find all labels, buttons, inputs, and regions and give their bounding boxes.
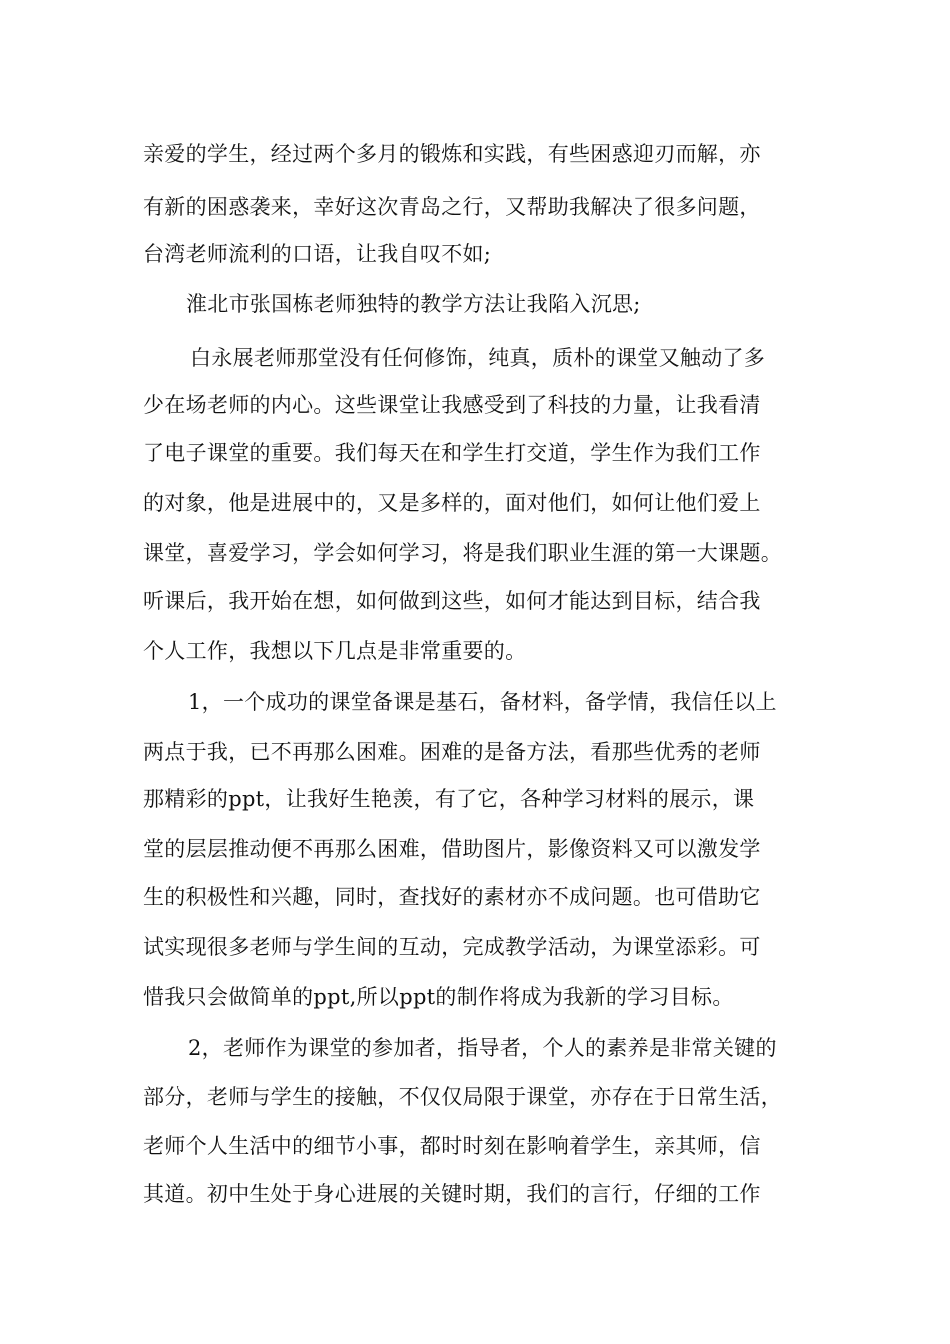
text-line: 听课后，我开始在想，如何做到这些，如何才能达到目标，结合我 (143, 589, 761, 613)
text-line: 那精彩的ppt，让我好生艳羡，有了它，各种学习材料的展示，课 (143, 787, 755, 811)
text-line: 生的积极性和兴趣，同时，查找好的素材亦不成问题。也可借助它 (143, 885, 761, 909)
text-line: 试实现很多老师与学生间的互动，完成教学活动，为课堂添彩。可 (143, 935, 761, 959)
text-line: 部分，老师与学生的接触，不仅仅局限于课堂，亦存在于日常生活， (143, 1085, 782, 1109)
text-line: 台湾老师流利的口语，让我自叹不如; (143, 242, 492, 266)
text-line: 少在场老师的内心。这些课堂让我感受到了科技的力量，让我看清 (143, 393, 761, 417)
text-line: 两点于我，已不再那么困难。困难的是备方法，看那些优秀的老师 (143, 740, 761, 764)
text-line: 堂的层层推动便不再那么困难，借助图片，影像资料又可以激发学 (143, 837, 761, 861)
text-line: 白永展老师那堂没有任何修饰，纯真，质朴的课堂又触动了多 (190, 346, 766, 370)
text-line: 课堂，喜爱学习，学会如何学习，将是我们职业生涯的第一大课题。 (143, 541, 782, 565)
text-line: 有新的困惑袭来，幸好这次青岛之行，又帮助我解决了很多问题， (143, 195, 761, 219)
text-line: 了电子课堂的重要。我们每天在和学生打交道，学生作为我们工作 (143, 441, 761, 465)
text-line: 其道。初中生处于身心进展的关键时期，我们的言行，仔细的工作 (143, 1182, 761, 1206)
text-line: 惜我只会做简单的ppt,所以ppt的制作将成为我新的学习目标。 (143, 985, 734, 1009)
text-line: 老师个人生活中的细节小事，都时时刻在影响着学生，亲其师，信 (143, 1134, 761, 1158)
text-line: 的对象，他是进展中的，又是多样的，面对他们，如何让他们爱上 (143, 491, 761, 515)
text-line: 2，老师作为课堂的参加者，指导者，个人的素养是非常关键的 (188, 1036, 777, 1060)
text-line: 淮北市张国栋老师独特的教学方法让我陷入沉思; (186, 292, 641, 316)
text-line: 个人工作，我想以下几点是非常重要的。 (143, 639, 527, 663)
text-line: 1，一个成功的课堂备课是基石，备材料，备学情，我信任以上 (188, 690, 777, 714)
text-line: 亲爱的学生，经过两个多月的锻炼和实践，有些困惑迎刃而解，亦 (143, 142, 761, 166)
